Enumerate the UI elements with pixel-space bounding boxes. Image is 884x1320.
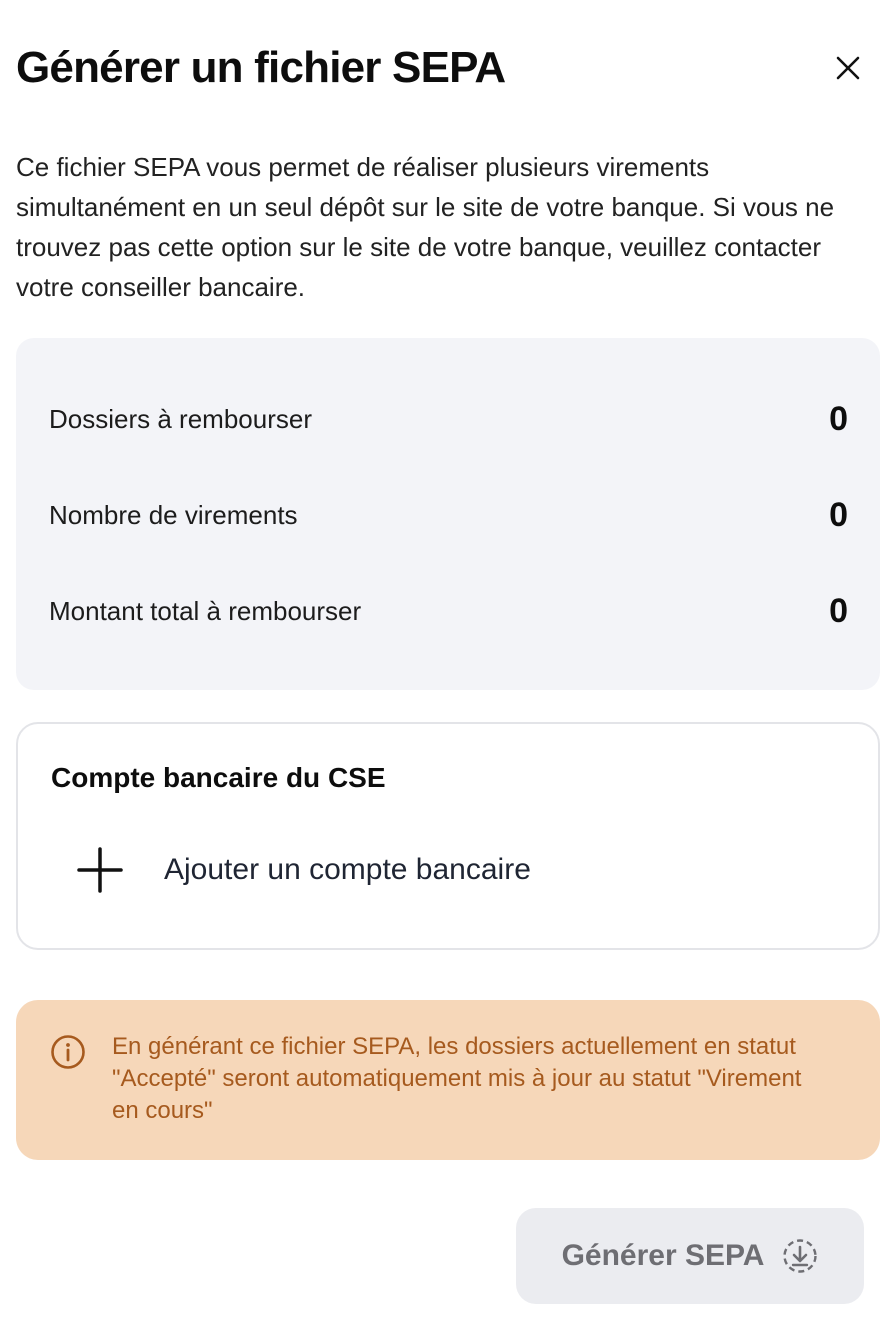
dialog-header bbox=[16, 38, 868, 98]
summary-panel bbox=[16, 338, 880, 690]
bank-account-card bbox=[16, 722, 880, 950]
stat-row-dossiers bbox=[49, 394, 848, 444]
stat-label: Dossiers à rembourser bbox=[49, 403, 312, 434]
stat-value: 0 bbox=[829, 399, 848, 438]
close-button[interactable] bbox=[828, 48, 868, 88]
close-icon bbox=[835, 55, 861, 81]
add-bank-account-button[interactable] bbox=[72, 840, 531, 900]
warning-banner bbox=[16, 1000, 880, 1160]
stat-row-virements bbox=[49, 490, 848, 540]
warning-text: En générant ce fichier SEPA, les dossiers actuellement en statut "Accepté" seront automatiquement mis à jour au statut "Virement en cours" bbox=[112, 1033, 802, 1124]
download-icon bbox=[782, 1238, 818, 1274]
stat-row-montant bbox=[49, 586, 848, 636]
generate-sepa-button[interactable] bbox=[516, 1208, 864, 1304]
stat-value: 0 bbox=[829, 591, 848, 630]
stat-label: Nombre de virements bbox=[49, 499, 298, 530]
generate-sepa-label: Générer SEPA bbox=[561, 1239, 765, 1272]
dialog-description: Ce fichier SEPA vous permet de réaliser plusieurs virements simultanément en un seul dépôt sur le site de votre banque. Si vous ne trouvez pas cette option sur le site de votre banque, veuillez contacter votre conseiller bancaire. bbox=[16, 152, 835, 302]
plus-icon bbox=[72, 842, 128, 898]
stat-value: 0 bbox=[829, 495, 848, 534]
dialog-title: Générer un fichier SEPA bbox=[16, 43, 506, 92]
stat-label: Montant total à rembourser bbox=[49, 595, 362, 626]
add-bank-account-label: Ajouter un compte bancaire bbox=[164, 853, 531, 886]
bank-account-title: Compte bancaire du CSE bbox=[51, 762, 386, 793]
info-icon bbox=[50, 1034, 86, 1070]
